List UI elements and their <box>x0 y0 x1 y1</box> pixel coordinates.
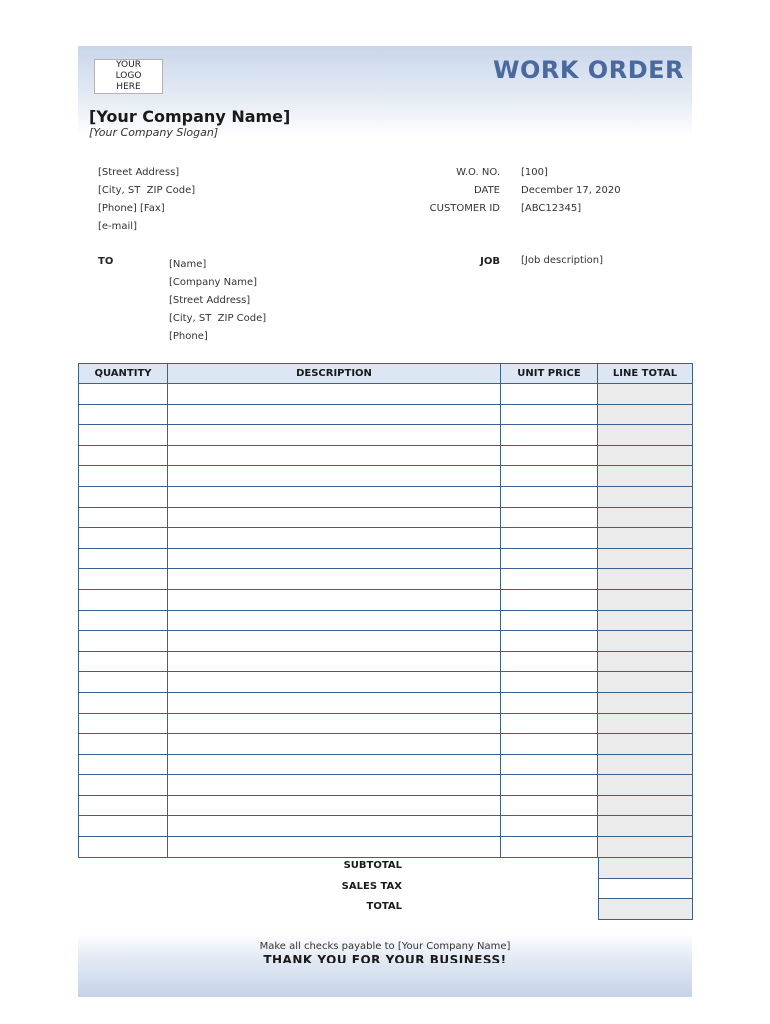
table-row <box>79 404 693 425</box>
phone-fax: [Phone] [Fax] <box>98 203 165 214</box>
description-cell[interactable] <box>168 795 501 816</box>
description-cell[interactable] <box>168 837 501 858</box>
unit-price-cell[interactable] <box>501 631 598 652</box>
header-band <box>78 46 692 138</box>
line-total-cell[interactable] <box>598 466 693 487</box>
quantity-cell[interactable] <box>79 816 168 837</box>
recipient-company: [Company Name] <box>169 277 258 288</box>
unit-price-cell[interactable] <box>501 569 598 590</box>
table-row <box>79 631 693 652</box>
table-row <box>79 692 693 713</box>
line-total-cell[interactable] <box>598 486 693 507</box>
line-total-cell[interactable] <box>598 692 693 713</box>
table-row <box>79 384 693 405</box>
table-row <box>79 651 693 672</box>
table-row <box>79 569 693 590</box>
table-row <box>79 486 693 507</box>
line-total-cell[interactable] <box>598 425 693 446</box>
description-cell[interactable] <box>168 754 501 775</box>
wo-number-value: [100] <box>521 167 548 178</box>
unit-price-cell[interactable] <box>501 837 598 858</box>
quantity-cell[interactable] <box>79 754 168 775</box>
description-cell[interactable] <box>168 528 501 549</box>
unit-price-cell[interactable] <box>501 795 598 816</box>
total-label: TOTAL <box>366 901 402 913</box>
quantity-cell[interactable] <box>79 445 168 466</box>
customer-id-value: [ABC12345] <box>521 203 582 214</box>
quantity-header: QUANTITY <box>79 364 168 384</box>
unit-price-cell[interactable] <box>501 775 598 796</box>
wo-number-label: W.O. NO. <box>456 167 500 178</box>
table-row <box>79 672 693 693</box>
description-cell[interactable] <box>168 631 501 652</box>
description-cell[interactable] <box>168 775 501 796</box>
meta-values <box>521 164 621 218</box>
table-row <box>79 837 693 858</box>
description-cell[interactable] <box>168 425 501 446</box>
sales-tax-label: SALES TAX <box>341 880 402 892</box>
quantity-cell[interactable] <box>79 837 168 858</box>
line-total-cell[interactable] <box>598 631 693 652</box>
description-cell[interactable] <box>168 610 501 631</box>
description-cell[interactable] <box>168 734 501 755</box>
description-header: DESCRIPTION <box>168 364 501 384</box>
description-cell[interactable] <box>168 404 501 425</box>
line-total-cell[interactable] <box>598 734 693 755</box>
line-total-cell[interactable] <box>598 795 693 816</box>
unit-price-cell[interactable] <box>501 610 598 631</box>
unit-price-cell[interactable] <box>501 528 598 549</box>
line-total-cell[interactable] <box>598 548 693 569</box>
quantity-cell[interactable] <box>79 713 168 734</box>
table-row <box>79 775 693 796</box>
subtotal-label: SUBTOTAL <box>343 860 402 871</box>
quantity-cell[interactable] <box>79 672 168 693</box>
line-total-cell[interactable] <box>598 404 693 425</box>
table-row <box>79 445 693 466</box>
quantity-cell[interactable] <box>79 651 168 672</box>
description-cell[interactable] <box>168 384 501 405</box>
recipient-phone: [Phone] <box>169 331 208 342</box>
line-total-header: LINE TOTAL <box>598 364 693 384</box>
checks-payable-note: Make all checks payable to [Your Company Name] <box>259 941 511 952</box>
description-cell[interactable] <box>168 589 501 610</box>
logo-placeholder <box>94 59 163 94</box>
line-total-cell[interactable] <box>598 507 693 528</box>
unit-price-cell[interactable] <box>501 486 598 507</box>
table-row <box>79 466 693 487</box>
line-total-cell[interactable] <box>598 754 693 775</box>
description-cell[interactable] <box>168 466 501 487</box>
logo-text: YOUR LOGO HERE <box>115 60 142 92</box>
description-cell[interactable] <box>168 507 501 528</box>
recipient-name: [Name] <box>169 259 207 270</box>
subtotal-cell[interactable] <box>598 857 693 879</box>
date-label: DATE <box>473 185 500 196</box>
line-total-cell[interactable] <box>598 672 693 693</box>
footer-band <box>78 933 692 997</box>
description-cell[interactable] <box>168 713 501 734</box>
quantity-cell[interactable] <box>79 425 168 446</box>
unit-price-cell[interactable] <box>501 404 598 425</box>
job-description: [Job description] <box>521 255 603 266</box>
description-cell[interactable] <box>168 548 501 569</box>
line-total-cell[interactable] <box>598 816 693 837</box>
unit-price-cell[interactable] <box>501 384 598 405</box>
table-row <box>79 816 693 837</box>
table-row <box>79 795 693 816</box>
unit-price-cell[interactable] <box>501 425 598 446</box>
document-title: WORK ORDER <box>493 56 684 84</box>
line-total-cell[interactable] <box>598 445 693 466</box>
total-cell[interactable] <box>598 898 693 920</box>
table-row <box>79 754 693 775</box>
line-total-cell[interactable] <box>598 837 693 858</box>
quantity-cell[interactable] <box>79 384 168 405</box>
unit-price-cell[interactable] <box>501 445 598 466</box>
unit-price-cell[interactable] <box>501 672 598 693</box>
quantity-cell[interactable] <box>79 775 168 796</box>
to-label: TO <box>98 256 114 267</box>
quantity-cell[interactable] <box>79 692 168 713</box>
quantity-cell[interactable] <box>79 486 168 507</box>
description-cell[interactable] <box>168 486 501 507</box>
description-cell[interactable] <box>168 569 501 590</box>
table-row <box>79 610 693 631</box>
email: [e-mail] <box>98 221 137 232</box>
line-total-cell[interactable] <box>598 610 693 631</box>
table-row <box>79 425 693 446</box>
quantity-cell[interactable] <box>79 610 168 631</box>
line-items-table <box>78 363 693 858</box>
unit-price-header: UNIT PRICE <box>501 364 598 384</box>
line-total-cell[interactable] <box>598 589 693 610</box>
description-cell[interactable] <box>168 651 501 672</box>
table-row <box>79 548 693 569</box>
company-slogan: [Your Company Slogan] <box>89 126 219 139</box>
line-total-cell[interactable] <box>598 775 693 796</box>
unit-price-cell[interactable] <box>501 651 598 672</box>
quantity-cell[interactable] <box>79 548 168 569</box>
description-cell[interactable] <box>168 692 501 713</box>
street-address: [Street Address] <box>98 167 180 178</box>
unit-price-cell[interactable] <box>501 466 598 487</box>
recipient-street: [Street Address] <box>169 295 251 306</box>
sender-address <box>98 164 195 236</box>
date-value: December 17, 2020 <box>521 185 621 196</box>
job-label: JOB <box>480 256 500 267</box>
unit-price-cell[interactable] <box>501 692 598 713</box>
quantity-cell[interactable] <box>79 589 168 610</box>
description-cell[interactable] <box>168 816 501 837</box>
thank-you-message: THANK YOU FOR YOUR BUSINESS! <box>263 953 507 963</box>
line-total-cell[interactable] <box>598 713 693 734</box>
table-row <box>79 734 693 755</box>
line-total-cell[interactable] <box>598 569 693 590</box>
city-state-zip: [City, ST ZIP Code] <box>98 185 196 196</box>
table-row <box>79 507 693 528</box>
unit-price-cell[interactable] <box>501 589 598 610</box>
table-row <box>79 589 693 610</box>
quantity-cell[interactable] <box>79 507 168 528</box>
quantity-cell[interactable] <box>79 631 168 652</box>
customer-id-label: CUSTOMER ID <box>429 203 500 214</box>
description-cell[interactable] <box>168 672 501 693</box>
line-total-cell[interactable] <box>598 384 693 405</box>
quantity-cell[interactable] <box>79 528 168 549</box>
meta-labels <box>378 164 500 218</box>
recipient-city: [City, ST ZIP Code] <box>169 313 267 324</box>
line-total-cell[interactable] <box>598 651 693 672</box>
line-total-cell[interactable] <box>598 528 693 549</box>
quantity-cell[interactable] <box>79 734 168 755</box>
company-name: [Your Company Name] <box>89 107 291 126</box>
quantity-cell[interactable] <box>79 795 168 816</box>
sales-tax-cell[interactable] <box>598 878 693 900</box>
table-header-row <box>79 364 693 384</box>
recipient-block <box>169 256 266 346</box>
unit-price-cell[interactable] <box>501 713 598 734</box>
quantity-cell[interactable] <box>79 466 168 487</box>
unit-price-cell[interactable] <box>501 754 598 775</box>
table-row <box>79 528 693 549</box>
unit-price-cell[interactable] <box>501 548 598 569</box>
work-order-page <box>78 46 692 997</box>
quantity-cell[interactable] <box>79 569 168 590</box>
line-items-body <box>79 384 693 858</box>
table-row <box>79 713 693 734</box>
description-cell[interactable] <box>168 445 501 466</box>
quantity-cell[interactable] <box>79 404 168 425</box>
unit-price-cell[interactable] <box>501 507 598 528</box>
unit-price-cell[interactable] <box>501 734 598 755</box>
unit-price-cell[interactable] <box>501 816 598 837</box>
